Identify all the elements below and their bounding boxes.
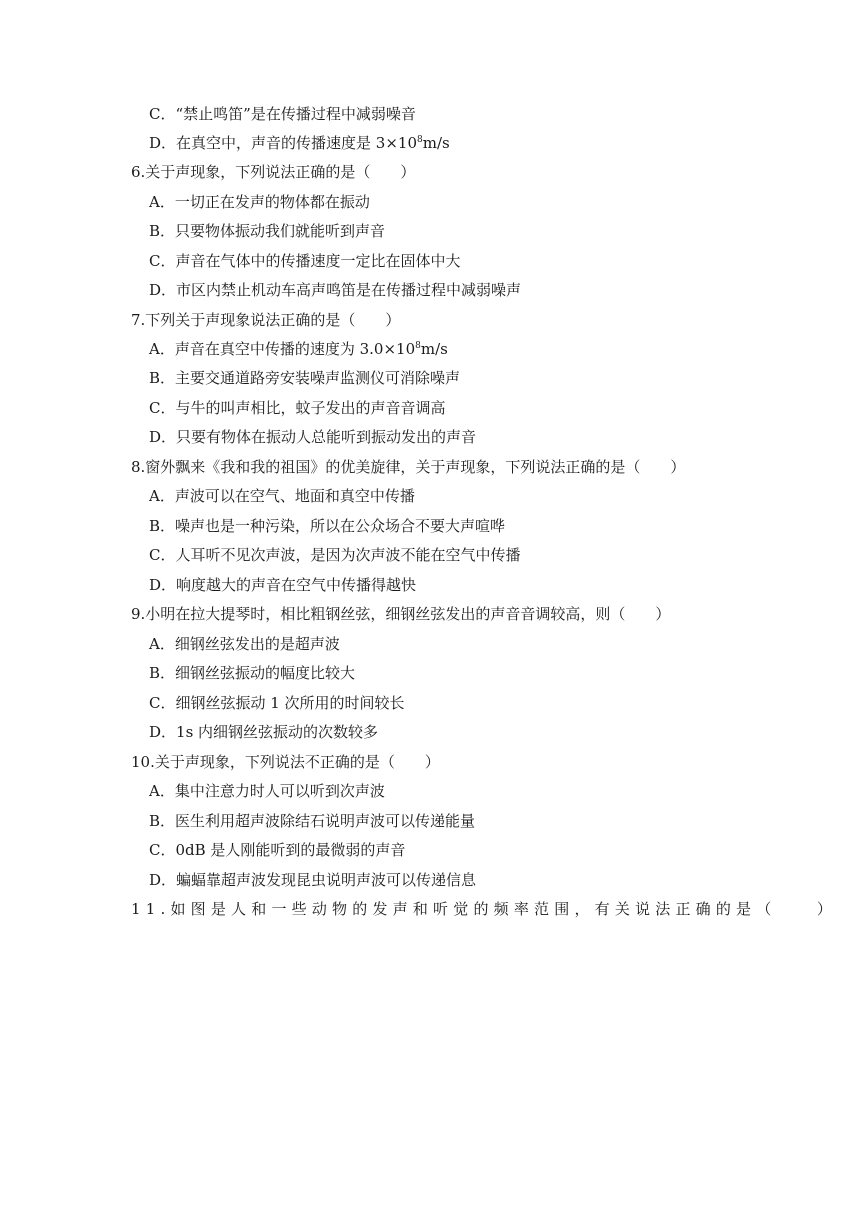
q6-option-b: B．只要物体振动我们就能听到声音 xyxy=(149,222,386,240)
q7-stem: 7.下列关于声现象说法正确的是（ ） xyxy=(131,311,401,329)
q8-option-a: A．声波可以在空气、地面和真空中传播 xyxy=(149,487,415,505)
q9-option-b: B．细钢丝弦振动的幅度比较大 xyxy=(149,664,356,682)
q5-option-c: C．“禁止鸣笛”是在传播过程中减弱噪音 xyxy=(149,105,416,123)
q9-stem: 9.小明在拉大提琴时，相比粗钢丝弦，细钢丝弦发出的声音音调较高，则（ ） xyxy=(131,605,671,623)
q10-option-a: A．集中注意力时人可以听到次声波 xyxy=(149,782,385,800)
q6-option-a: A．一切正在发声的物体都在振动 xyxy=(149,193,370,211)
q9-option-a: A．细钢丝弦发出的是超声波 xyxy=(149,635,340,653)
q11-stem: 11.如图是人和一些动物的发声和听觉的频率范围，有关说法正确的是（ ） xyxy=(131,900,838,918)
q6-option-d: D．市区内禁止机动车高声鸣笛是在传播过程中减弱噪声 xyxy=(149,281,522,299)
q8-stem: 8.窗外飘来《我和我的祖国》的优美旋律，关于声现象，下列说法正确的是（ ） xyxy=(131,458,686,476)
q7-option-b: B．主要交通道路旁安装噪声监测仪可消除噪声 xyxy=(149,369,461,387)
q8-option-d: D．响度越大的声音在空气中传播得越快 xyxy=(149,576,417,594)
q9-option-c: C．细钢丝弦振动 1 次所用的时间较长 xyxy=(149,694,405,712)
q8-option-b: B．噪声也是一种污染，所以在公众场合不要大声喧哗 xyxy=(149,517,506,535)
q7-option-c: C．与牛的叫声相比，蚊子发出的声音音调高 xyxy=(149,399,446,417)
q10-stem: 10.关于声现象，下列说法不正确的是（ ） xyxy=(131,753,440,771)
q10-option-d: D．蝙蝠靠超声波发现昆虫说明声波可以传递信息 xyxy=(149,871,477,889)
q10-option-c: C．0dB 是人刚能听到的最微弱的声音 xyxy=(149,841,406,859)
q7-option-d: D．只要有物体在振动人总能听到振动发出的声音 xyxy=(149,428,477,446)
q7-option-a: A．声音在真空中传播的速度为 $3.0\times 10^8m/s$ xyxy=(149,340,448,358)
q5-option-d: D．在真空中，声音的传播速度是 $3\times 10^8m/s$ xyxy=(149,134,450,152)
q6-option-c: C．声音在气体中的传播速度一定比在固体中大 xyxy=(149,252,461,270)
q8-option-c: C．人耳听不见次声波，是因为次声波不能在空气中传播 xyxy=(149,546,521,564)
q9-option-d: D．1s 内细钢丝弦振动的次数较多 xyxy=(149,723,379,741)
q6-stem: 6.关于声现象，下列说法正确的是（ ） xyxy=(131,163,416,181)
q10-option-b: B．医生利用超声波除结石说明声波可以传递能量 xyxy=(149,812,476,830)
